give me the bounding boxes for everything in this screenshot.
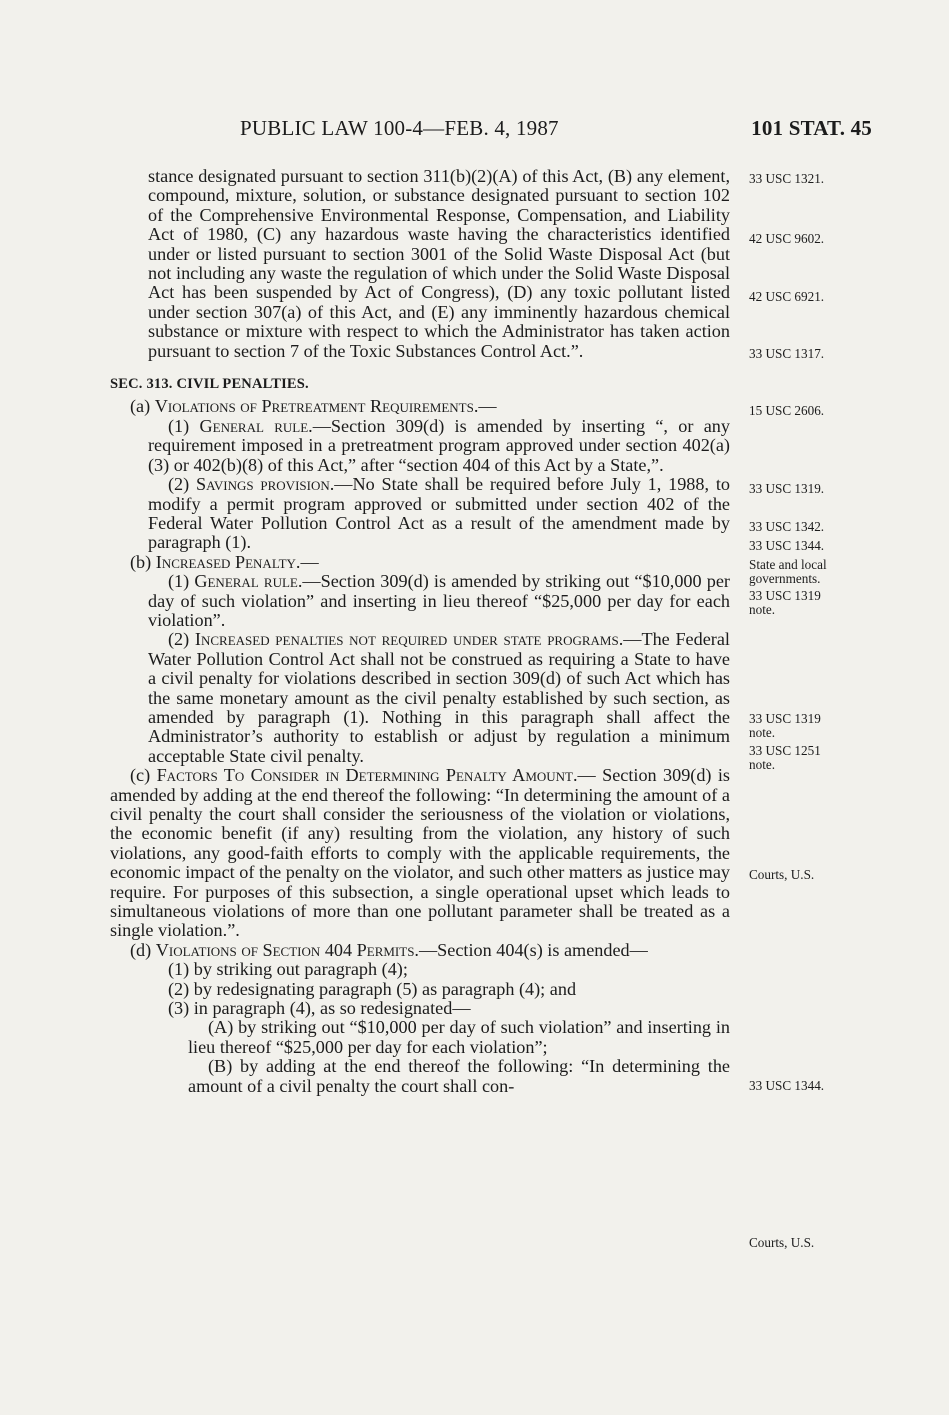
margin-note-citation: 33 USC 1344.	[749, 1078, 825, 1093]
section-heading: SEC. 313. CIVIL PENALTIES.	[110, 376, 309, 393]
subsection-c-label: (c)	[130, 765, 157, 786]
subsection-a-heading	[110, 397, 730, 416]
margin-note-topic: Courts, U.S.	[749, 1235, 815, 1250]
paragraph-a1	[110, 417, 730, 475]
header-title: PUBLIC LAW 100-4—FEB. 4, 1987	[240, 116, 559, 140]
margin-note-citation: 42 USC 6921.	[749, 289, 825, 304]
paragraph-d3: (3) in paragraph (4), as so redesignated—	[168, 998, 471, 1019]
subsection-b-dash: —	[300, 551, 319, 572]
subsection-a-label: (a)	[130, 396, 155, 417]
margin-note-citation: 33 USC 1317.	[749, 346, 825, 361]
subparagraph-dB: (B) by adding at the end thereof the following: “In determining the amount of a civil penalty the court shall con-	[188, 1056, 730, 1096]
paragraph-b1-text: —Section 309(d) is amended by striking out “$10,000 per day of such violation” and inserting in lieu thereof “$25,000 per day for each violation”.	[148, 571, 730, 630]
paragraph-a1-label: (1)	[168, 415, 200, 436]
subsection-c	[110, 766, 730, 941]
paragraph-b1-title: General rule.	[194, 571, 303, 592]
subsection-c-text: — Section 309(d) is amended by adding at the end thereof the following: “In determining the amount of a civil penalty the court shall consider the seriousness of the violation or violations, the economic benefit (if any) resulting from the violation, any history of such violations, any good-faith efforts to comply with the applicable requirements, the economic impact of the penalty on the violator, and such other matters as justice may require. For purposes of this subsection, a single operational upset which leads to simultaneous violations of more than one pollutant parameter shall be treated as a single violation.”.	[110, 765, 730, 941]
paragraph-continuation: stance designated pursuant to section 311(b)(2)(A) of this Act, (B) any element, compound, mixture, solution, or substance designated pursuant to section 102 of the Comprehensive Environmental Response, Compensation, and Liability Act of 1980, (C) any hazardous waste having the characteristics identified under or listed pursuant to section 3001 of the Solid Waste Disposal Act (but not including any waste the regulation of which under the Solid Waste Disposal Act has been suspended by Act of Congress), (D) any toxic pollutant listed under section 307(a) of this Act, and (E) any imminently hazardous chemical substance or mixture with respect to which the Administrator has taken action pursuant to section 7 of the Toxic Substances Control Act.”.	[148, 166, 730, 361]
margin-note-topic: State and local governments.	[749, 557, 827, 586]
statute-text	[110, 167, 730, 1096]
margin-note-citation: 33 USC 1319 note.	[749, 711, 821, 740]
subsection-a-dash: —	[478, 396, 497, 417]
paragraph-b1-label: (1)	[168, 571, 195, 592]
paragraph-a1-title: General rule.	[199, 415, 313, 436]
paragraph-d2: (2) by redesignating paragraph (5) as paragraph (4); and	[168, 978, 577, 999]
subsection-d	[110, 941, 730, 960]
paragraph-a2	[110, 475, 730, 553]
subsection-c-title: Factors To Consider in Determining Penalty Amount.	[156, 765, 578, 786]
header-stat-page: 101 STAT. 45	[751, 116, 872, 140]
subsection-b-heading	[110, 553, 730, 572]
page-header	[240, 116, 872, 146]
paragraph-a2-text: —No State shall be required before July 1, 1988, to modify a permit program approved or submitted under section 402 of the Federal Water Pollution Control Act as a result of the amendment made by paragraph (1).	[148, 474, 730, 553]
margin-note-citation: 33 USC 1321.	[749, 171, 825, 186]
subparagraph-dA: (A) by striking out “$10,000 per day of such violation” and inserting in lieu thereof “$25,000 per day for each violation”;	[188, 1017, 730, 1057]
paragraph-d1: (1) by striking out paragraph (4);	[168, 959, 408, 980]
margin-note-citation: 33 USC 1251 note.	[749, 743, 821, 772]
margin-note-topic: Courts, U.S.	[749, 867, 815, 882]
subsection-d-text: —Section 404(s) is amended—	[418, 939, 648, 960]
paragraph-a2-title: Savings provision.	[196, 474, 335, 495]
subsection-d-title: Violations of Section 404 Permits.	[155, 939, 419, 960]
paragraph-b2-text: —The Federal Water Pollution Control Act shall not be construed as requiring a State to have a civil penalty for violations described in section 309(d) of such Act which has the same monetary amount as the civil penalty established by such section, as amended by paragraph (1). Nothing in this paragraph shall affect the Administrator’s authority to establish or adjust by regulation a minimum acceptable State civil penalty.	[148, 629, 730, 766]
paragraph-b2-title: Increased penalties not required under state programs.	[194, 629, 624, 650]
margin-note-citation: 33 USC 1344.	[749, 538, 825, 553]
paragraph-a1-text: —Section 309(d) is amended by inserting “, or any requirement imposed in a pretreatment program approved under section 402(a)(3) or 402(b)(8) of this Act,” after “section 404 of this Act by a State,”.	[148, 415, 730, 475]
margin-note-citation: 42 USC 9602.	[749, 231, 825, 246]
margin-note-citation: 33 USC 1319.	[749, 481, 825, 496]
paragraph-b1	[110, 572, 730, 630]
paragraph-b2-label: (2)	[168, 629, 195, 650]
paragraph-a2-label: (2)	[168, 474, 197, 495]
margin-note-citation: 15 USC 2606.	[749, 403, 825, 418]
paragraph-b2	[110, 630, 730, 766]
subsection-d-label: (d)	[130, 939, 156, 960]
margin-note-citation: 33 USC 1319 note.	[749, 588, 821, 617]
subsection-b-label: (b)	[130, 551, 156, 572]
subsection-a-title: Violations of Pretreatment Requirements.	[154, 396, 479, 417]
margin-note-citation: 33 USC 1342.	[749, 519, 825, 534]
subsection-b-title: Increased Penalty.	[155, 551, 301, 572]
